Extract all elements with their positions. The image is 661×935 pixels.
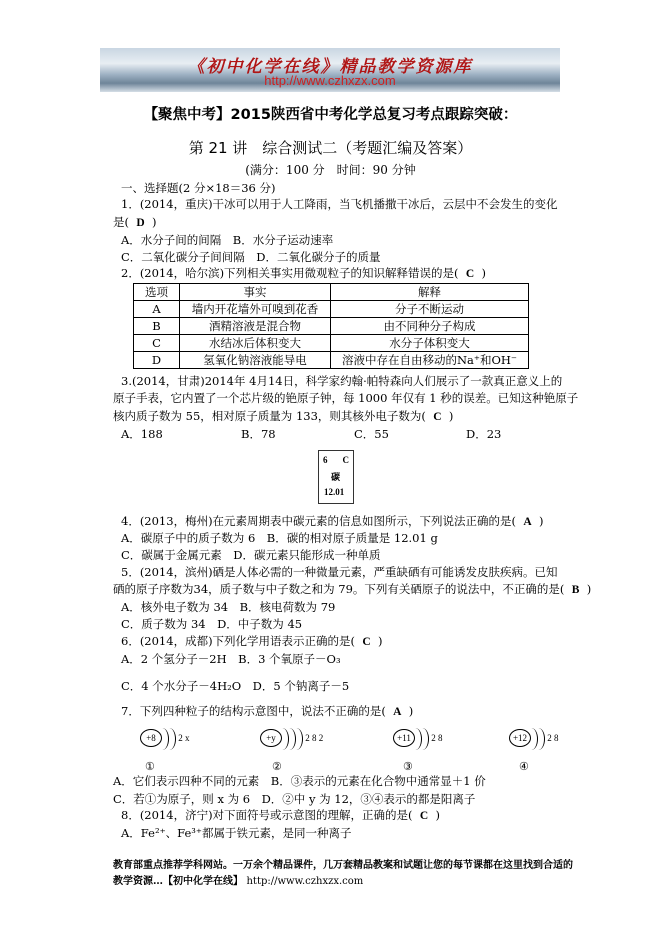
q5-options-ab: A．核外电子数为 34 B．核电荷数为 79 bbox=[121, 600, 336, 614]
diagram-label: ① bbox=[145, 760, 155, 773]
q3-option: B．78 bbox=[241, 427, 276, 441]
atom-diagram-1: +8 2 x bbox=[140, 728, 190, 750]
banner-logo bbox=[100, 48, 560, 92]
table-row: A 墙内开花墙外可嗅到花香 分子不断运动 bbox=[134, 301, 529, 318]
banner-url[interactable]: http://www.czhxzx.com bbox=[264, 73, 396, 88]
document-subtitle: 第 21 讲 综合测试二（考题汇编及答案） bbox=[188, 139, 473, 157]
diagram-label: ③ bbox=[403, 760, 413, 773]
diagram-label: ② bbox=[272, 760, 282, 773]
footer-line2: 教学资源…【初中化学在线】 http://www.czhxzx.com bbox=[113, 876, 364, 887]
atom-diagram-4: +12 2 8 bbox=[509, 728, 559, 750]
diagram-label: ④ bbox=[519, 760, 529, 773]
table-row: C 水结冰后体积变大 水分子体积变大 bbox=[134, 335, 529, 352]
q2-table bbox=[133, 283, 529, 369]
table-row: D 氢氧化钠溶液能导电 溶液中存在自由移动的Na⁺和OH⁻ bbox=[134, 352, 529, 369]
exam-meta: (满分：100 分 时间：90 分钟 bbox=[245, 163, 416, 177]
banner-title: 《初中化学在线》精品教学资源库 bbox=[187, 57, 473, 77]
q2-stem: 2．(2014，哈尔滨)下列相关事实用微观粒子的知识解释错误的是( C ) bbox=[121, 266, 486, 280]
q6-stem: 6．(2014，成都)下列化学用语表示正确的是( C ) bbox=[121, 634, 383, 648]
table-header: 解释 bbox=[331, 284, 529, 301]
q3-answer: C bbox=[433, 411, 442, 423]
q4-options-ab: A．碳原子中的质子数为 6 B．碳的相对原子质量是 12.01 g bbox=[121, 531, 438, 545]
q6-options-ab: A．2 个氢分子－2H B．3 个氧原子－O₃ bbox=[121, 652, 341, 666]
table-header: 选项 bbox=[134, 284, 180, 301]
q8-answer: C bbox=[419, 810, 429, 822]
q8-stem: 8．(2014，济宁)对下面符号或示意图的理解，正确的是( C ) bbox=[121, 808, 440, 822]
q7-stem: 7．下列四种粒子的结构示意图中，说法不正确的是( A ) bbox=[121, 704, 414, 718]
q3-line3: 核内质子数为 55，相对原子质量为 133，则其核外电子数为( C ) bbox=[113, 409, 454, 423]
q6-answer: C bbox=[362, 636, 371, 648]
footer-line1: 教育部重点推荐学科网站。一万余个精品课件，几万套精品教案和试题让您的每节课都在这里找到合适的 bbox=[113, 860, 573, 871]
q7-options-ab: A．它们表示四种不同的元素 B．③表示的元素在化合物中通常显＋1 价 bbox=[113, 774, 486, 788]
q5-answer: B bbox=[571, 584, 580, 596]
footer-link[interactable]: http://www.czhxzx.com bbox=[246, 876, 364, 887]
q2-answer: C bbox=[465, 268, 475, 280]
q4-answer: A bbox=[523, 516, 532, 528]
q1-options-cd: C．二氧化碳分子间间隔 D．二氧化碳分子的质量 bbox=[121, 250, 381, 264]
q4-stem: 4．(2013，梅州)在元素周期表中碳元素的信息如图所示，下列说法正确的是( A ) bbox=[121, 514, 544, 528]
carbon-element-card: 6 C 碳 12.01 bbox=[318, 450, 354, 504]
table-header-row bbox=[134, 284, 529, 301]
q3-line2: 原子手表，它内置了一个芯片级的铯原子钟，每 1000 年仅有 1 秒的误差。已知这种铯原子 bbox=[113, 391, 579, 405]
table-row: B 酒精溶液是混合物 由不同种分子构成 bbox=[134, 318, 529, 335]
q3-option: D．23 bbox=[466, 427, 502, 441]
atom-diagram-3: +11 2 8 bbox=[393, 728, 443, 750]
q1-answer: D bbox=[136, 217, 145, 229]
q7-options-cd: C．若①为原子，则 x 为 6 D．②中 y 为 12，③④表示的都是阳离子 bbox=[113, 792, 476, 806]
q8-option-a: A．Fe²⁺、Fe³⁺都属于铁元素，是同一种离子 bbox=[121, 826, 352, 840]
atom-diagram-2: +y 2 8 2 bbox=[260, 728, 323, 750]
q3-line1: 3.(2014，甘肃)2014年 4月14日，科学家约翰·帕特森向人们展示了一款真正意义上的 bbox=[121, 374, 563, 388]
q1-stem: 1．(2014，重庆)干冰可以用于人工降雨，当飞机播撒干冰后，云层中不会发生的变化 bbox=[121, 197, 558, 211]
q1-answer-line: 是( D ) bbox=[113, 215, 157, 229]
q4-options-cd: C．碳属于金属元素 D．碳元素只能形成一种单质 bbox=[121, 548, 381, 562]
document-title: 【聚焦中考】2015陕西省中考化学总复习考点跟踪突破： bbox=[143, 107, 518, 123]
q7-answer: A bbox=[393, 706, 402, 718]
q3-option: C．55 bbox=[354, 427, 389, 441]
q3-option: A．188 bbox=[121, 427, 163, 441]
q1-options-ab: A．水分子间的间隔 B．水分子运动速率 bbox=[121, 233, 334, 247]
q5-line2: 硒的原子序数为34，质子数与中子数之和为 79。下列有关硒原子的说法中，不正确的是( B ) bbox=[113, 582, 592, 596]
table-header: 事实 bbox=[180, 284, 331, 301]
q6-options-cd: C．4 个水分子－4H₂O D．5 个钠离子－5 bbox=[121, 679, 350, 693]
q5-options-cd: C．质子数为 34 D．中子数为 45 bbox=[121, 617, 303, 631]
section-heading: 一、选择题(2 分×18＝36 分) bbox=[121, 181, 276, 195]
q5-line1: 5．(2014，滨州)硒是人体必需的一种微量元素，严重缺硒有可能诱发皮肤疾病。已知 bbox=[121, 565, 558, 579]
